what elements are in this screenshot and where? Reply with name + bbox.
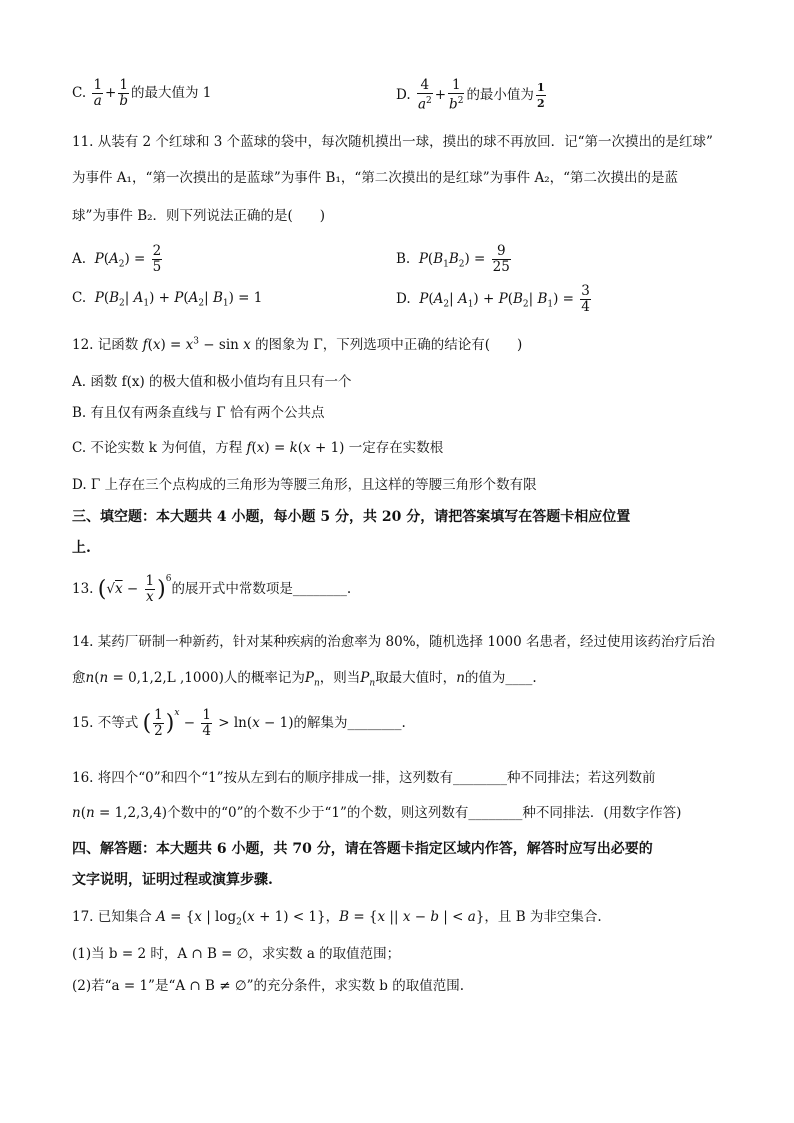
fraction: $\frac{1}{b^2}$ <box>449 77 464 113</box>
q16-line1: 16. 将四个“0”和四个“1”按从左到右的顺序排成一排，这列数有________种不同排法；若这列数前 <box>72 770 656 786</box>
section3-heading-line2: 上. <box>72 540 91 556</box>
q17-part1: (1)当 b = 2 时，A ∩ B = ∅，求实数 a 的取值范围； <box>72 946 401 962</box>
q17-part2: (2)若“a = 1”是“A ∩ B ≠ ∅”的充分条件，求实数 b 的取值范围. <box>72 978 464 994</box>
q12-option-a: A. 函数 f(x) 的极大值和极小值均有且只有一个 <box>72 374 352 390</box>
section4-heading-line2: 文字说明，证明过程或演算步骤. <box>72 872 273 888</box>
q16-line2: n(n = 1,2,3,4)个数中的“0”的个数不少于“1”的个数，则这列数有________种不同排法．(用数字作答) <box>72 805 682 821</box>
q12-option-b: B. 有且仅有两条直线与 Γ 恰有两个公共点 <box>72 405 325 421</box>
q12-stem: 12. 记函数 $f(x) = x^3 - \sin x$ 的图象为 Γ，下列选项中正确的结论有( ) <box>72 336 523 353</box>
section3-heading-line1: 三、填空题：本大题共 4 小题，每小题 5 分，共 20 分，请把答案填写在答题卡相应位置 <box>72 509 631 525</box>
fraction: $\frac{1}{b}$ <box>119 77 128 109</box>
q15: 15. 不等式 ( $\frac{1}{2}$ )$^x$ − $\frac{1}{4}$ > ln(x − 1)的解集为________. <box>72 707 406 739</box>
q14-line1: 14. 某药厂研制一种新药，针对某种疾病的治愈率为 80%，随机选择 1000 名患者，经过使用该药治疗后治 <box>72 634 715 650</box>
q13: 13. (√x − $\frac{1}{x}$ )$^6$的展开式中常数项是________. <box>72 573 352 605</box>
q10-option-d: D. $\frac{4}{a^2}$ + $\frac{1}{b^2}$ 的最小值为 $\frac{1}{2}$ <box>396 77 545 113</box>
fraction: $\frac{4}{a^2}$ <box>417 77 432 113</box>
fraction: $\frac{1}{a}$ <box>93 77 103 109</box>
q11-stem-line1: 11. 从装有 2 个红球和 3 个蓝球的袋中，每次随机摸出一球，摸出的球不再放回．记“第一次摸出的是红球” <box>72 134 713 150</box>
q11-option-d: D. $P(A_2|$ $A_1) + P(B_2|$ $B_1$) = $\frac{3}{4}$ <box>396 283 590 315</box>
q12-option-c: C. 不论实数 k 为何值，方程 f(x) = k(x + 1) 一定存在实数根 <box>72 440 444 456</box>
q11-option-a: A. $P(A_2)$ = $\frac{2}{5}$ <box>72 243 162 275</box>
q17-stem: 17. 已知集合 A = {x | $\log_2(x + 1) < 1$}，B = {x || x − b | < a}，且 B 为非空集合. <box>72 909 602 928</box>
q11-option-b: B. $P(B_1B_2)$ = $\frac{9}{25}$ <box>396 243 510 275</box>
q11-stem-line3: 球”为事件 B₂．则下列说法正确的是( ) <box>72 208 326 224</box>
q10-option-c: C. $\frac{1}{a}$ + $\frac{1}{b}$ 的最大值为 1 <box>72 77 212 109</box>
q14-line2: 愈n(n = 0,1,2,L ,1000)人的概率记为$P_n$，则当$P_n$取最大值时，n的值为____. <box>72 670 537 689</box>
section4-heading-line1: 四、解答题：本大题共 6 小题，共 70 分，请在答题卡指定区域内作答，解答时应写出必要的 <box>72 841 653 857</box>
q11-stem-line2: 为事件 A₁，“第一次摸出的是蓝球”为事件 B₁，“第二次摸出的是红球”为事件 A₂，“第二次摸出的是蓝 <box>72 170 679 186</box>
q11-option-c: C. $P(B_2|$ $A_1) + P(A_2|$ $B_1) = 1$ <box>72 290 263 309</box>
q12-option-d: D. Γ 上存在三个点构成的三角形为等腰三角形，且这样的等腰三角形个数有限 <box>72 477 537 493</box>
